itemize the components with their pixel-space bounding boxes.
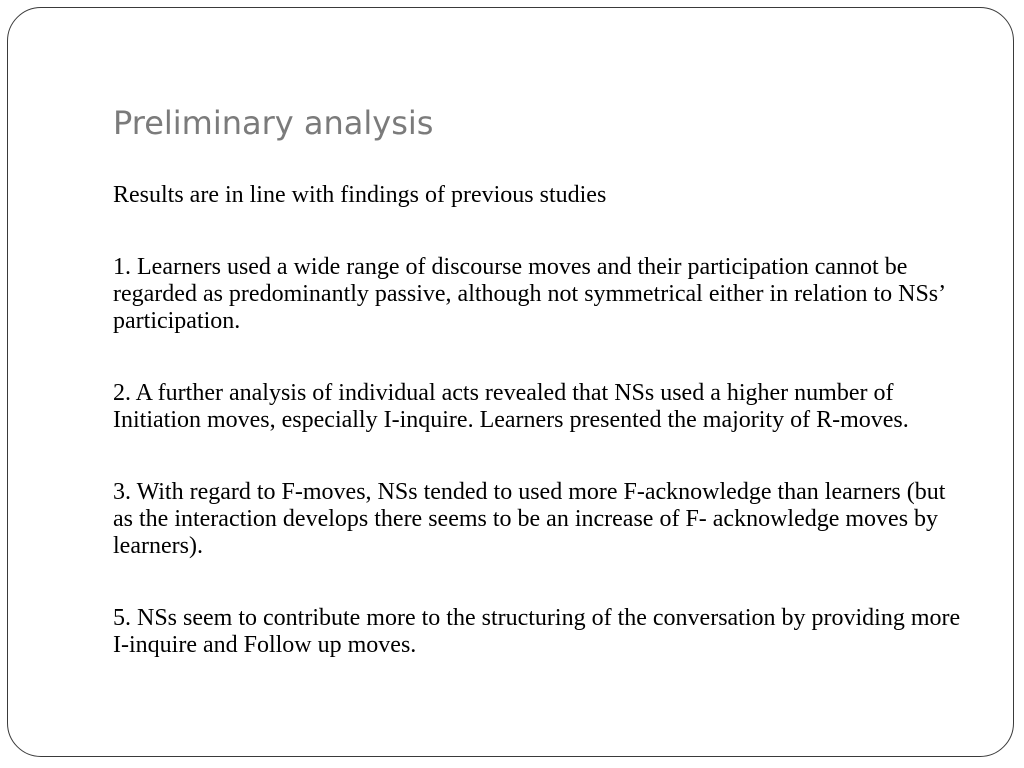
- point-1: 1. Learners used a wide range of discourse moves and their participation cannot be regarded as predominantly passive, although not symmetrical either in relation to NSs’ participation.: [113, 254, 945, 334]
- point-3: 3. With regard to F-moves, NSs tended to used more F-acknowledge than learners (but as the interaction develops there seems to be an increase of F- acknowledge moves by learners).: [113, 479, 946, 559]
- intro-text: Results are in line with findings of previous studies: [113, 182, 607, 208]
- slide-title: Preliminary analysis: [113, 104, 434, 142]
- slide-body: [113, 182, 963, 659]
- point-5: 5. NSs seem to contribute more to the structuring of the conversation by providing more I-inquire and Follow up moves.: [113, 605, 961, 658]
- point-2: 2. A further analysis of individual acts revealed that NSs used a higher number of Initiation moves, especially I-inquire. Learners presented the majority of R-moves.: [113, 380, 909, 433]
